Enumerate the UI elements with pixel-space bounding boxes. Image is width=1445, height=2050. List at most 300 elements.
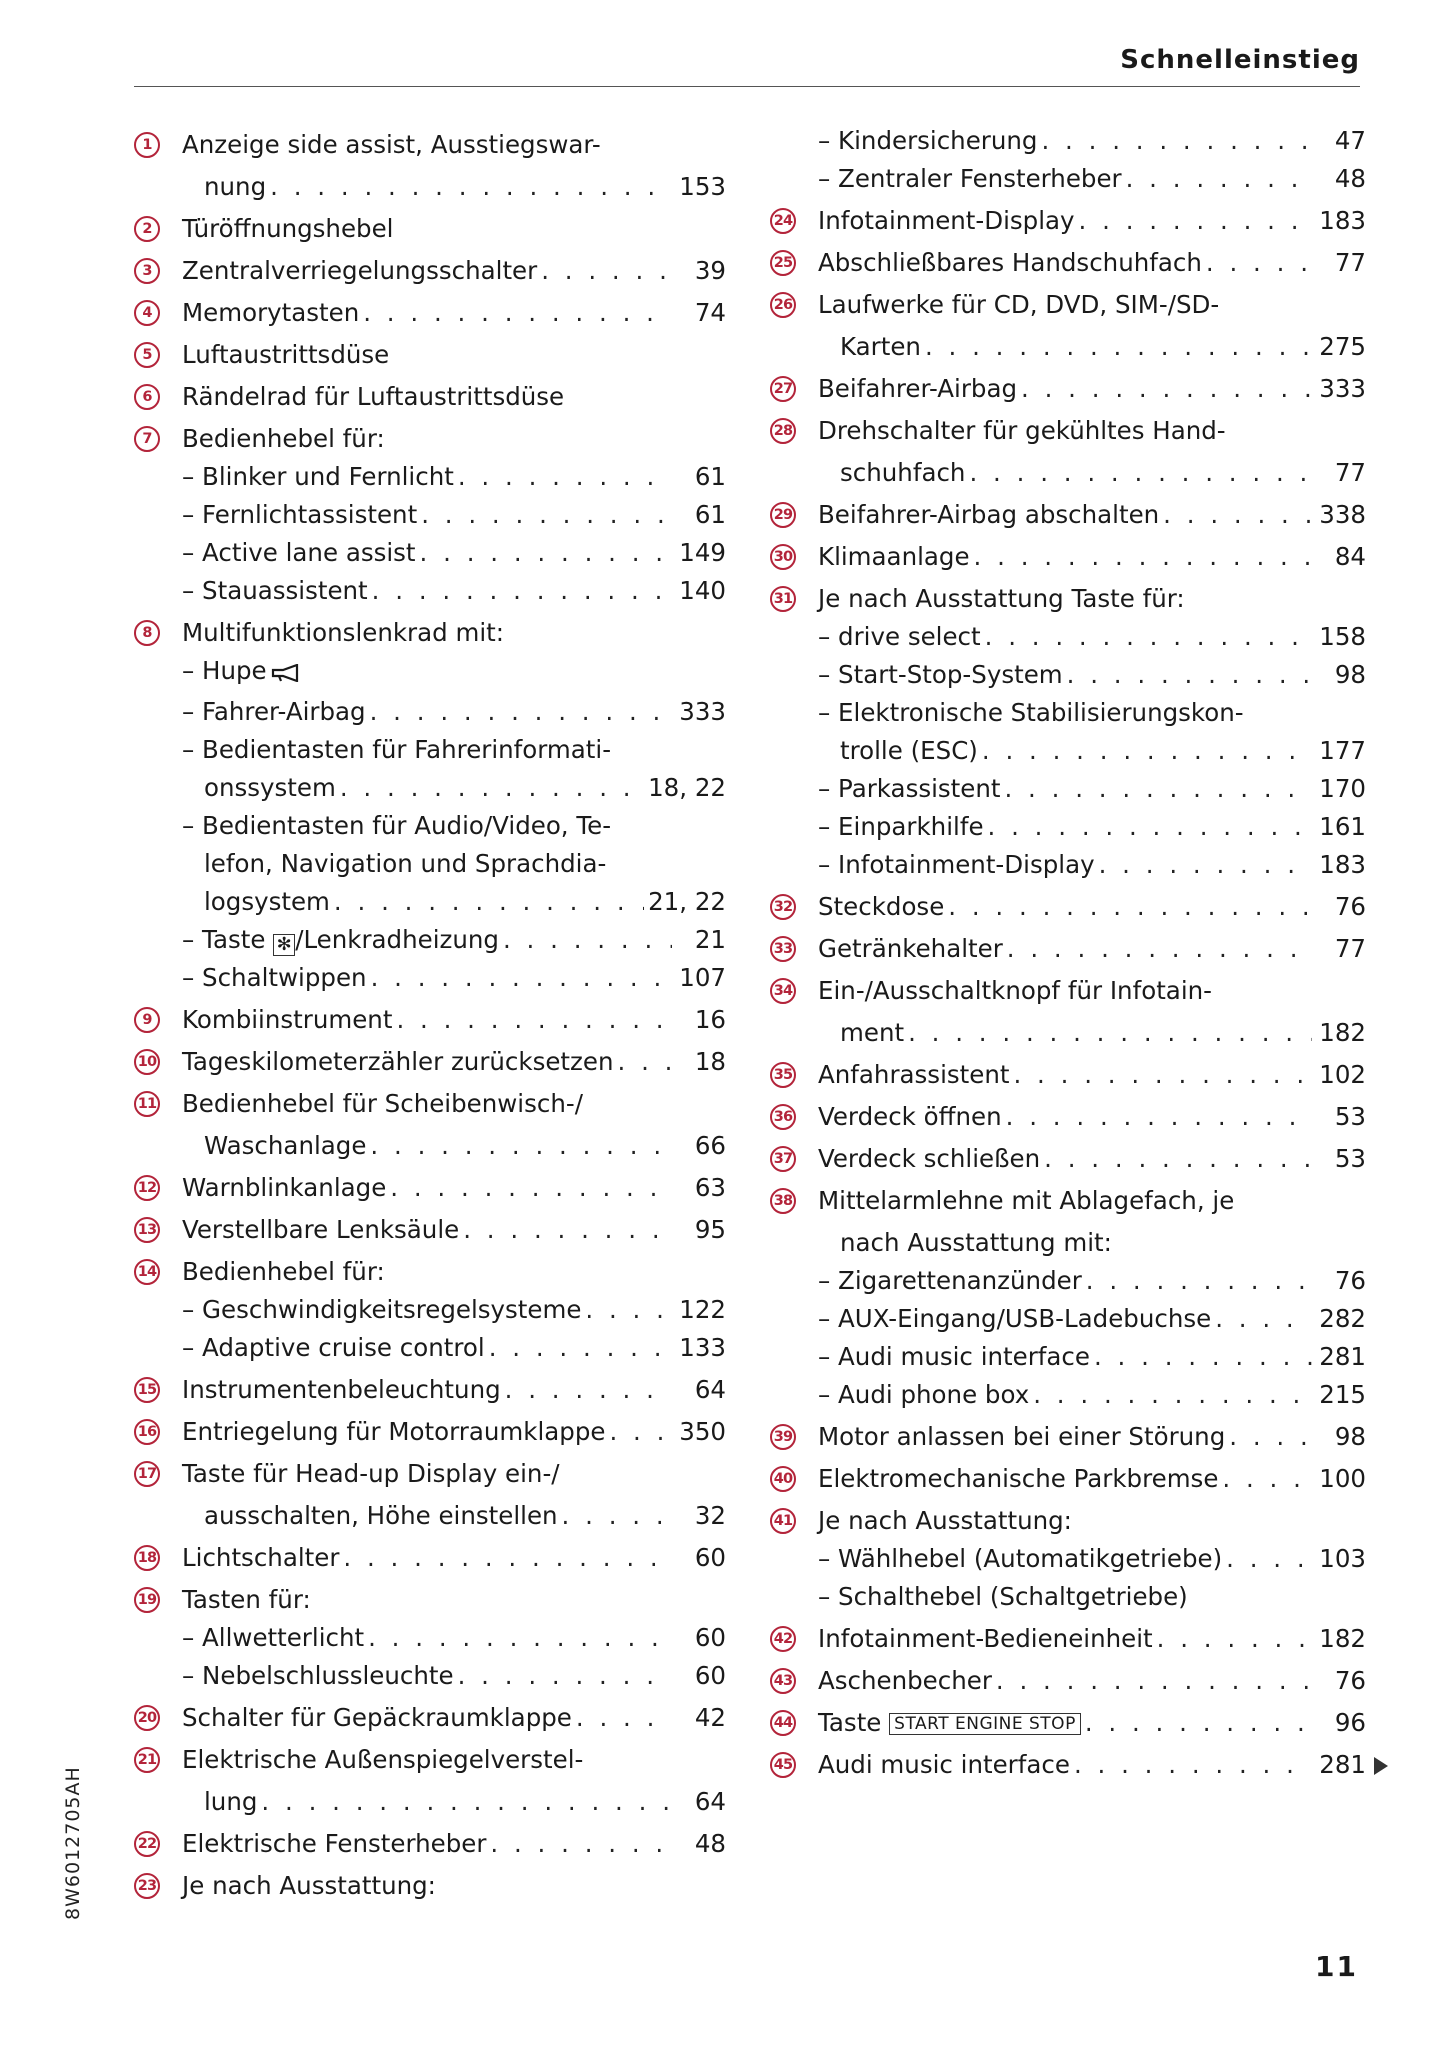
dot-leader [503,921,672,959]
entry-text [182,959,367,997]
dot-leader [370,693,672,731]
entry-text [182,614,504,652]
dot-leader [490,1825,672,1863]
entry-text [204,1127,366,1165]
page-reference: 96 [1334,1708,1366,1737]
entry-row [182,614,726,652]
page-reference: 103 [1319,1544,1366,1573]
entry-row [840,1224,1366,1262]
item-number-badge: 1 [134,132,160,158]
dot-leader [1013,1056,1312,1094]
entry-row [818,1418,1366,1456]
entry-row [818,846,1366,884]
entry-label: nach Ausstattung mit: [840,1228,1112,1257]
entry-row [182,1001,726,1039]
entry-text [840,454,965,492]
dot-leader [370,1127,672,1165]
entry-label: Rändelrad für Luftaustrittsdüse [182,382,565,411]
entry-row [182,210,726,248]
entry-row [182,534,726,572]
dot-leader [371,959,672,997]
page-reference: 39 [694,256,726,285]
entry-text [182,534,416,572]
entry-label: – Audi music interface [818,1342,1090,1371]
entry-text [818,244,1202,282]
entry-label: Kombiinstrument [182,1005,393,1034]
page-reference: 182 [1319,1018,1366,1047]
index-entry [134,1253,726,1291]
entry-label: – Hupe [182,656,267,685]
index-entry-line [134,807,726,845]
dot-leader [985,618,1312,656]
entry-text: Mittelarmlehne mit Ablagefach, je [818,1186,1235,1215]
entry-text [818,580,1185,618]
dot-leader [458,1657,672,1695]
entry-row [182,1329,726,1367]
item-number-badge: 33 [770,936,796,962]
dot-leader [908,1014,1312,1052]
item-number-badge: 42 [770,1626,796,1652]
entry-row [204,1127,726,1165]
entry-text [182,1867,436,1905]
entry-label: Klimaanlage [818,542,970,571]
index-entry [770,1014,1366,1052]
dot-leader [1086,1262,1312,1300]
entry-text [818,846,1095,884]
entry-prefix: Taste [818,1708,890,1737]
arrow-right-icon [1374,1757,1388,1775]
entry-row [818,1578,1366,1616]
index-entry [770,202,1366,240]
entry-row [818,770,1366,808]
entry-label: – Schaltwippen [182,963,367,992]
entry-text [818,1418,1225,1456]
index-subentry [134,458,726,496]
index-entry-line [770,972,1366,1010]
index-subentry [770,846,1366,884]
page-reference: 281 [1319,1750,1366,1779]
page-reference: 100 [1319,1464,1366,1493]
entry-text [818,202,1075,240]
entry-prefix: – Taste [182,925,274,954]
index-entry-line [770,286,1366,324]
entry-label: ausschalten, Höhe einstellen [204,1501,558,1530]
entry-label: – Nebelschlussleuchte [182,1661,454,1690]
index-entry [134,1169,726,1207]
page-reference: 48 [1334,164,1366,193]
index-entry-line [770,1182,1366,1220]
entry-text [182,1169,386,1207]
item-number-badge: 41 [770,1508,796,1534]
dot-leader [1099,846,1312,884]
entry-row [818,244,1366,282]
entry-text: Elektrische Außenspiegelverstel- [182,1745,584,1774]
entry-text [204,168,266,206]
index-entry [134,1699,726,1737]
entry-row [182,458,726,496]
entry-label: – Wählhebel (Automatikgetriebe) [818,1544,1223,1573]
index-entry-line [134,845,726,883]
dot-leader [1094,1338,1312,1376]
entry-label: Warnblinkanlage [182,1173,387,1202]
index-entry [134,1867,726,1905]
entry-text [818,1620,1153,1658]
dot-leader [925,328,1312,366]
entry-text [204,1497,558,1535]
entry-row [182,1825,726,1863]
item-number-badge: 16 [134,1419,160,1445]
entry-label: Infotainment-Display [818,206,1075,235]
item-number-badge: 24 [770,208,796,234]
index-entry [134,1127,726,1165]
entry-text [182,1291,581,1329]
entry-label: Getränkehalter [818,934,1003,963]
index-subentry [134,1291,726,1329]
entry-label: Elektromechanische Parkbremse [818,1464,1219,1493]
index-entry [770,328,1366,366]
dot-leader [576,1699,672,1737]
page-reference: 281 [1319,1342,1366,1371]
entry-text: Bedienhebel für Scheibenwisch-/ [182,1089,583,1118]
dot-leader [1215,1300,1312,1338]
entry-row [818,1540,1366,1578]
dot-leader [458,458,672,496]
page-reference: 107 [679,963,726,992]
entry-row [182,1657,726,1695]
entry-text: – Bedientasten für Audio/Video, Te- [182,811,612,840]
entry-row [840,328,1366,366]
running-head: Schnelleinstieg [1120,45,1360,75]
entry-row [840,732,1366,770]
page-reference: 275 [1319,332,1366,361]
item-number-badge: 23 [134,1873,160,1899]
entry-text [182,210,393,248]
entry-row [818,160,1366,198]
entry-label: Verdeck schließen [818,1144,1041,1173]
item-number-badge: 7 [134,426,160,452]
entry-row [182,336,726,374]
index-entry [770,930,1366,968]
index-entry [134,1825,726,1863]
entry-text [182,1539,339,1577]
index-subentry [770,1262,1366,1300]
entry-text: Ein-/Ausschaltknopf für Infotain- [818,976,1212,1005]
entry-label: Je nach Ausstattung Taste für: [818,584,1185,613]
page-reference: 282 [1319,1304,1366,1333]
entry-label: /Lenkradheizung [295,925,499,954]
entry-text [818,656,1063,694]
entry-label: Beifahrer-Airbag [818,374,1018,403]
index-subentry [134,921,726,959]
page-reference: 77 [1334,248,1366,277]
page-reference: 77 [1334,934,1366,963]
index-subentry [770,160,1366,198]
index-subentry [134,496,726,534]
entry-row [182,921,726,959]
page-reference: 53 [1334,1102,1366,1131]
entry-row [818,1704,1366,1742]
entry-row [840,454,1366,492]
page-reference: 18 [694,1047,726,1076]
index-entry [134,1783,726,1821]
dot-leader [969,454,1312,492]
document-code: 8W6012705AH [62,1766,84,1920]
dot-leader [1074,1746,1312,1784]
dot-leader [396,1001,672,1039]
page-reference: 333 [1319,374,1366,403]
entry-text [182,252,537,290]
item-number-badge: 39 [770,1424,796,1450]
entry-row [818,1140,1366,1178]
entry-text [818,1746,1070,1784]
index-subentry [770,1300,1366,1338]
entry-label: Zentralverriegelungsschalter [182,256,538,285]
dot-leader [1163,496,1312,534]
entry-label: – Einparkhilfe [818,812,984,841]
page-reference: 76 [1334,1666,1366,1695]
index-entry [770,1704,1366,1742]
entry-text [818,1502,1072,1540]
dot-leader [1004,770,1312,808]
entry-text: Taste für Head-up Display ein-/ [182,1459,560,1488]
index-subentry [134,1619,726,1657]
entry-row [818,1376,1366,1414]
entry-text [182,1619,364,1657]
entry-row [818,656,1366,694]
index-entry-line [134,1741,726,1779]
item-number-badge: 40 [770,1466,796,1492]
entry-label: Infotainment-Bedieneinheit [818,1624,1153,1653]
page-reference: 60 [694,1623,726,1652]
entry-text [818,1578,1188,1616]
index-subentry [770,618,1366,656]
item-number-badge: 26 [770,292,796,318]
index-entry [134,1413,726,1451]
entry-row [818,1460,1366,1498]
dot-leader [261,1783,672,1821]
entry-row [818,1502,1366,1540]
item-number-badge: 13 [134,1217,160,1243]
item-number-badge: 36 [770,1104,796,1130]
entry-label: – Kindersicherung [818,126,1038,155]
page-reference: 18, 22 [648,773,726,802]
entry-label: Schalter für Gepäckraumklappe [182,1703,572,1732]
item-number-badge: 38 [770,1188,796,1214]
entry-text [182,496,417,534]
index-subentry [134,652,726,693]
entry-text: – Elektronische Stabilisierungskon- [818,698,1244,727]
header-rule [134,86,1360,87]
index-entry [770,496,1366,534]
item-number-badge: 37 [770,1146,796,1172]
entry-text [182,693,366,731]
entry-text [204,769,336,807]
item-number-badge: 18 [134,1545,160,1571]
entry-text: lefon, Navigation und Sprachdia- [204,849,607,878]
index-entry [770,538,1366,576]
index-entry-line [770,412,1366,450]
index-entry [770,1460,1366,1498]
entry-text [818,160,1122,198]
index-entry [770,1662,1366,1700]
entry-text [818,538,970,576]
dot-leader [562,1497,672,1535]
dot-leader [974,538,1312,576]
entry-text [818,930,1003,968]
entry-row [182,1581,726,1619]
entry-text [818,370,1017,408]
dot-leader [1006,1098,1312,1136]
index-entry [770,244,1366,282]
item-number-badge: 29 [770,502,796,528]
entry-label: – Audi phone box [818,1380,1030,1409]
entry-row [182,420,726,458]
entry-label: logsystem [204,887,330,916]
dot-leader [1033,1376,1312,1414]
entry-text [182,921,499,959]
page-reference: 61 [694,462,726,491]
page-reference: 60 [694,1661,726,1690]
entry-row [818,580,1366,618]
page-reference: 77 [1334,458,1366,487]
index-entry [770,454,1366,492]
entry-label: Verdeck öffnen [818,1102,1002,1131]
page-reference: 66 [694,1131,726,1160]
page-reference: 153 [679,172,726,201]
entry-row [182,1539,726,1577]
entry-row [818,1338,1366,1376]
page-reference: 63 [694,1173,726,1202]
dot-leader [618,1043,673,1081]
entry-row [818,202,1366,240]
entry-text [204,883,330,921]
item-number-badge: 5 [134,342,160,368]
entry-label: ment [840,1018,905,1047]
dot-leader [1044,1140,1312,1178]
entry-label: – Active lane assist [182,538,416,567]
index-entry [134,1497,726,1535]
index-entry [770,1620,1366,1658]
item-number-badge: 15 [134,1377,160,1403]
index-entry [770,1502,1366,1540]
horn-icon [271,655,301,693]
page-reference: 122 [679,1295,726,1324]
page-reference: 84 [1334,542,1366,571]
entry-text: Drehschalter für gekühltes Hand- [818,416,1226,445]
index-entry [770,1056,1366,1094]
page-reference: 48 [694,1829,726,1858]
index-subentry [134,1329,726,1367]
entry-label: Steckdose [818,892,945,921]
dot-leader [390,1169,672,1207]
entry-text [840,328,921,366]
entry-row [182,572,726,610]
item-number-badge: 19 [134,1587,160,1613]
index-entry-line [134,126,726,164]
page-reference: 74 [694,298,726,327]
dot-leader [270,168,672,206]
entry-text [182,458,454,496]
entry-label: Tasten für: [182,1585,311,1614]
dot-leader [541,252,672,290]
entry-label: Beifahrer-Airbag abschalten [818,500,1160,529]
entry-text [182,420,385,458]
page-reference: 16 [694,1005,726,1034]
dot-leader [948,888,1312,926]
entry-row [182,652,726,693]
entry-label: onssystem [204,773,336,802]
entry-text [182,1413,605,1451]
item-number-badge: 25 [770,250,796,276]
dot-leader [368,1619,672,1657]
index-entry [134,294,726,332]
index-entry-line [770,694,1366,732]
entry-row [818,538,1366,576]
index-entry [134,252,726,290]
entry-label: – Stauassistent [182,576,368,605]
item-number-badge: 20 [134,1705,160,1731]
entry-text [818,496,1159,534]
entry-row [818,1620,1366,1658]
entry-text [182,1657,454,1695]
item-number-badge: 6 [134,384,160,410]
page-reference: 183 [1319,206,1366,235]
page-reference: 95 [694,1215,726,1244]
index-subentry [770,1376,1366,1414]
entry-label: – Fahrer-Airbag [182,697,366,726]
entry-text [818,1376,1029,1414]
index-entry [770,1098,1366,1136]
entry-text [818,1704,1081,1742]
dot-leader [1226,1540,1312,1578]
entry-label: – Zigarettenanzünder [818,1266,1082,1295]
entry-row [818,1262,1366,1300]
entry-row [818,1300,1366,1338]
entry-text [182,1211,459,1249]
entry-text [818,1460,1218,1498]
dot-leader [372,572,672,610]
start-engine-stop-key: START ENGINE STOP [889,1713,1081,1735]
entry-label: Instrumentenbeleuchtung [182,1375,501,1404]
entry-text [182,1001,392,1039]
index-entry [770,1746,1366,1784]
index-entry-line [134,731,726,769]
item-number-badge: 2 [134,216,160,242]
entry-label: Entriegelung für Motorraumklappe [182,1417,606,1446]
entry-label: Motor anlassen bei einer Störung [818,1422,1226,1451]
index-entry [134,1043,726,1081]
heating-key-icon: ✻ [273,934,295,956]
page-reference: 32 [694,1501,726,1530]
entry-text [182,336,389,374]
dot-leader [1067,656,1312,694]
entry-text [840,1224,1112,1262]
page-reference: 21 [694,925,726,954]
page-reference: 177 [1319,736,1366,765]
entry-label: Bedienhebel für: [182,1257,385,1286]
entry-text [840,1014,904,1052]
entry-row [182,959,726,997]
index-subentry [770,1338,1366,1376]
item-number-badge: 27 [770,376,796,402]
index-entry [134,1581,726,1619]
index-entry [134,1001,726,1039]
item-number-badge: 12 [134,1175,160,1201]
entry-row [204,1497,726,1535]
dot-leader [1021,370,1312,408]
dot-leader [609,1413,672,1451]
entry-text [818,1662,992,1700]
